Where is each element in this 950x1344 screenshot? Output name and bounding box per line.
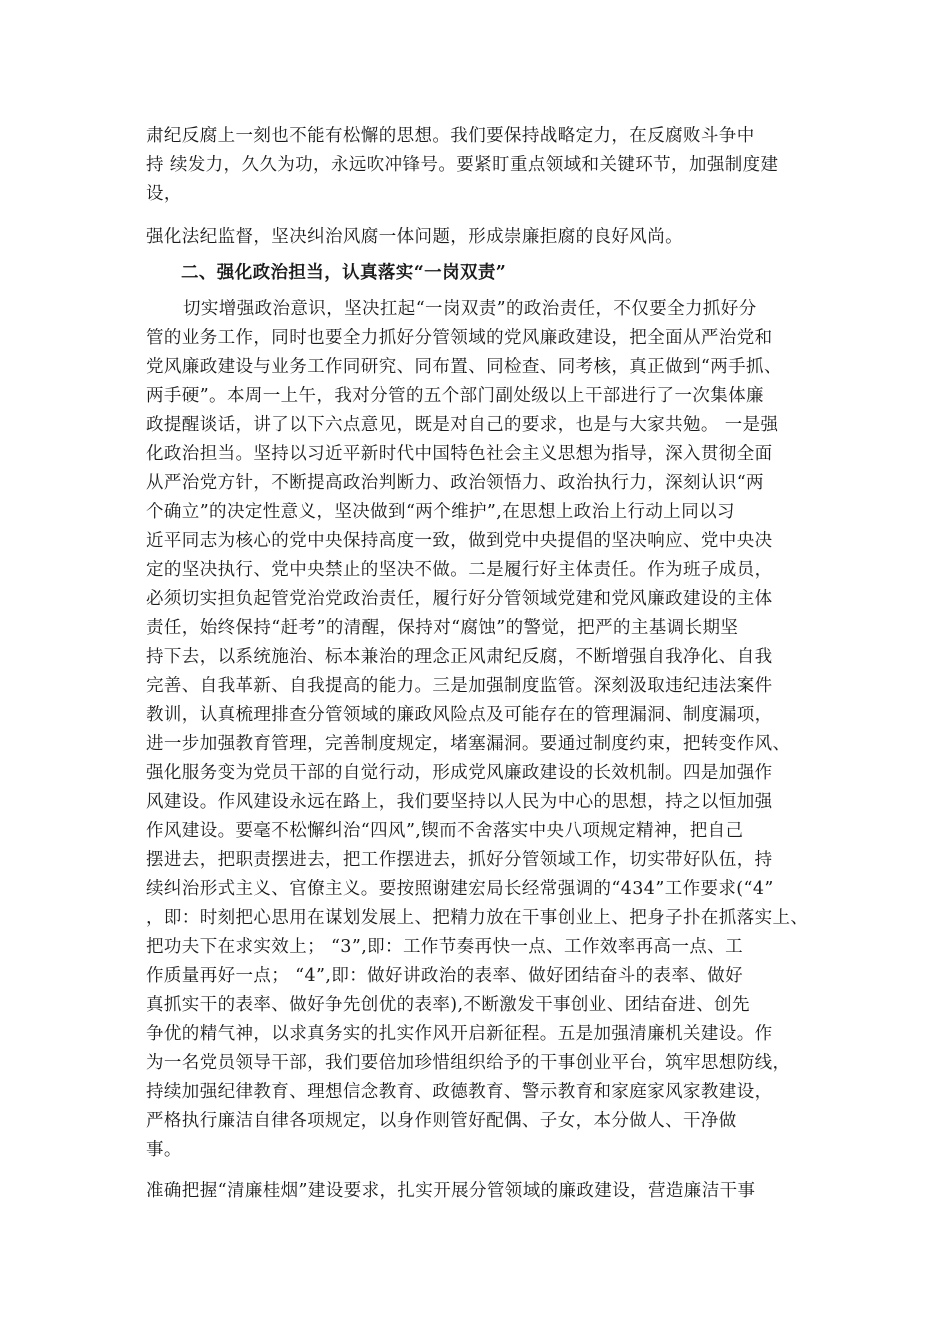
text-line: 风建设。作风建设永远在路上，我们要坚持以人民为中心的思想，持之以恒加强 (146, 792, 773, 812)
text-line: 持 续发力，久久为功，永远吹冲锋号。要紧盯重点领域和关键环节，加强制度建 (146, 155, 779, 175)
section-heading: 二、强化政治担当，认真落实“一岗双责” (181, 263, 507, 283)
text-line: 切实增强政治意识，坚决扛起“一岗双责”的政治责任，不仅要全力抓好分 (183, 299, 757, 319)
text-line: 真抓实干的表率、做好争先创优的表率),不断激发干事创业、团结奋进、创先 (146, 995, 750, 1015)
text-line: 设， (146, 184, 182, 204)
text-line: 强化服务变为党员干部的自觉行动，形成党风廉政建设的长效机制。四是加强作 (146, 763, 773, 783)
text-line: 管的业务工作，同时也要全力抓好分管领域的党风廉政建设，把全面从严治党和 (146, 328, 773, 348)
text-line: ，即：时刻把心思用在谋划发展上、把精力放在干事创业上、把身子扑在抓落实上、 (146, 908, 809, 928)
text-line: 肃纪反腐上一刻也不能有松懈的思想。我们要保持战略定力，在反腐败斗争中 (146, 126, 755, 146)
text-line: 作质量再好一点； “4”,即：做好讲政治的表率、做好团结奋斗的表率、做好 (146, 966, 744, 986)
text-line: 进一步加强教育管理，完善制度规定，堵塞漏洞。要通过制度约束，把转变作风、 (146, 734, 791, 754)
text-line: 政提醒谈话，讲了以下六点意见，既是对自己的要求，也是与大家共勉。 一是强 (146, 415, 779, 435)
text-line: 强化法纪监督，坚决纠治风腐一体问题，形成崇廉拒腐的良好风尚。 (146, 227, 683, 247)
text-line: 党风廉政建设与业务工作同研究、同布置、同检查、同考核，真正做到“两手抓、 (146, 357, 782, 377)
text-line: 把功夫下在求实效上； “3”,即：工作节奏再快一点、工作效率再高一点、工 (146, 937, 744, 957)
text-line: 化政治担当。坚持以习近平新时代中国特色社会主义思想为指导，深入贯彻全面 (146, 444, 773, 464)
text-line: 摆进去，把职责摆进去，把工作摆进去，抓好分管领域工作，切实带好队伍，持 (146, 850, 773, 870)
text-line: 近平同志为核心的党中央保持高度一致，做到党中央提倡的坚决响应、党中央决 (146, 531, 773, 551)
text-line: 从严治党方针，不断提高政治判断力、政治领悟力、政治执行力，深刻认识“两 (146, 473, 764, 493)
text-line: 作风建设。要毫不松懈纠治“四风”,锲而不舍落实中央八项规定精神，把自己 (146, 821, 744, 841)
text-line: 个确立”的决定性意义，坚决做到“两个维护”,在思想上政治上行动上同以习 (146, 502, 735, 522)
text-line: 准确把握“清廉桂烟”建设要求，扎实开展分管领域的廉政建设，营造廉洁干事 (146, 1181, 756, 1201)
text-line: 教训，认真梳理排查分管领域的廉政风险点及可能存在的管理漏洞、制度漏项， (146, 705, 773, 725)
text-line: 定的坚决执行、党中央禁止的坚决不做。二是履行好主体责任。作为班子成员， (146, 560, 773, 580)
text-line: 持续加强纪律教育、理想信念教育、政德教育、警示教育和家庭家风家教建设， (146, 1082, 773, 1102)
text-line: 争优的精气神，以求真务实的扎实作风开启新征程。五是加强清廉机关建设。作 (146, 1024, 773, 1044)
text-line: 事。 (146, 1140, 182, 1160)
text-line: 为一名党员领导干部，我们要倍加珍惜组织给予的干事创业平台，筑牢思想防线， (146, 1053, 791, 1073)
text-line: 必须切实担负起管党治党政治责任，履行好分管领域党建和党风廉政建设的主体 (146, 589, 773, 609)
text-line: 严格执行廉洁自律各项规定，以身作则管好配偶、子女，本分做人、干净做 (146, 1111, 737, 1131)
text-line: 完善、自我革新、自我提高的能力。三是加强制度监管。深刻汲取违纪违法案件 (146, 676, 773, 696)
text-line: 两手硬”。本周一上午，我对分管的五个部门副处级以上干部进行了一次集体廉 (146, 386, 764, 406)
text-line: 责任，始终保持“赶考”的清醒，保持对“腐蚀”的警觉，把严的主基调长期坚 (146, 618, 739, 638)
text-line: 续纠治形式主义、官僚主义。要按照谢建宏局长经常强调的“434”工作要求(“4” (146, 879, 774, 899)
text-line: 持下去，以系统施治、标本兼治的理念正风肃纪反腐，不断增强自我净化、自我 (146, 647, 773, 667)
